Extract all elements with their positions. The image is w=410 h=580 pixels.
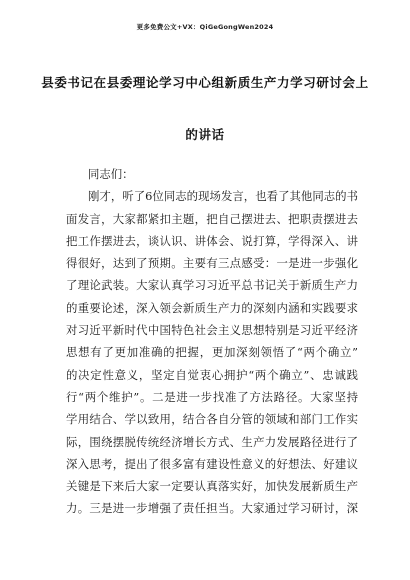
- paragraph-line: 的决定性意义，坚定自觉衷心拥护“两个确立”、忠诚践: [66, 367, 358, 382]
- paragraph-line: 学用结合、学以致用，结合各自分管的领域和部门工作实: [66, 412, 358, 427]
- paragraph-line: 际，围绕摆脱传统经济增长方式、生产力发展路径进行了: [66, 434, 358, 449]
- paragraph-line: 思想有了更加准确的把握，更加深刻领悟了“两个确立”: [66, 345, 358, 360]
- document-title-line-1: 县委书记在县委理论学习中心组新质生产力学习研讨会上: [41, 75, 369, 90]
- paragraph-line: 力。三是进一步增强了责任担当。大家通过学习研讨，深: [66, 501, 358, 516]
- salutation: 同志们：: [88, 167, 134, 181]
- paragraph-line: 行“两个维护”。二是进一步找准了方法路径。大家坚持: [66, 389, 358, 404]
- paragraph-line: 了理论武装。大家认真学习习近平总书记关于新质生产力: [66, 278, 358, 293]
- paragraph-line: 把工作摆进去，谈认识、讲体会、说打算，学得深入、讲: [66, 233, 358, 248]
- paragraph-line: 面发言，大家都紧扣主题，把自己摆进去、把职责摆进去: [66, 211, 358, 226]
- paragraph-line: 的重要论述，深入领会新质生产力的深刻内涵和实践要求: [66, 300, 358, 315]
- paragraph-line: 深入思考，提出了很多富有建设性意义的好想法、好建议: [66, 456, 358, 471]
- header-note: 更多免费公文+VX：QiGeGongWen2024: [136, 23, 274, 31]
- paragraph-line: 得很好，达到了预期。主要有三点感受：一是进一步强化: [66, 256, 358, 271]
- document-title-line-2: 的讲话: [185, 127, 225, 142]
- paragraph-line: 刚才，听了6位同志的现场发言，也看了其他同志的书: [88, 189, 358, 204]
- paragraph-line: 关键是下来后大家一定要认真落实好，加快发展新质生产: [66, 479, 358, 494]
- paragraph-line: 对习近平新时代中国特色社会主义思想特别是习近平经济: [66, 323, 358, 338]
- document-body: [66, 163, 358, 520]
